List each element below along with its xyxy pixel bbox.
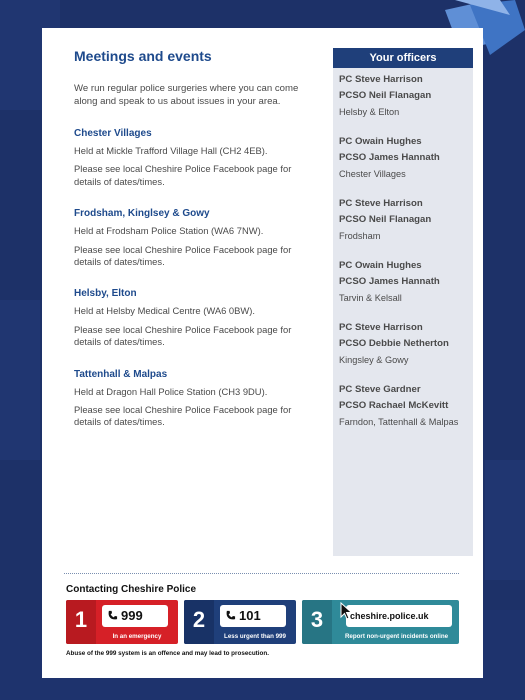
phone-icon — [225, 610, 236, 621]
officer-group — [339, 322, 467, 366]
officer-pcso: PCSO James Hannath — [339, 152, 440, 163]
officer-area: Frodsham — [339, 231, 381, 241]
non-emergency-card — [184, 600, 296, 644]
meeting-details: Please see local Cheshire Police Facebook page for details of dates/times. — [74, 243, 292, 268]
card-value: cheshire.police.uk — [350, 611, 429, 621]
website-link-box[interactable] — [346, 605, 452, 627]
officers-list — [333, 68, 473, 428]
meeting-section-title: Chester Villages — [74, 128, 152, 139]
meetings-title: Meetings and events — [74, 48, 212, 64]
card-caption: Report non-urgent incidents online — [344, 633, 449, 640]
officer-pc: PC Steve Harrison — [339, 322, 423, 333]
officer-group — [339, 136, 467, 180]
card-value: 999 — [121, 608, 143, 623]
card-number: 1 — [66, 600, 96, 644]
officer-pcso: PCSO James Hannath — [339, 276, 440, 287]
officer-pc: PC Owain Hughes — [339, 136, 422, 147]
meeting-section — [74, 208, 314, 268]
officer-group — [339, 260, 467, 304]
contact-title: Contacting Cheshire Police — [66, 584, 197, 595]
meeting-location: Held at Mickle Trafford Village Hall (CH2 4EB). — [74, 145, 268, 156]
officer-area: Tarvin & Kelsall — [339, 293, 402, 303]
officer-pc: PC Steve Harrison — [339, 74, 423, 85]
card-value: 101 — [239, 608, 261, 623]
meeting-details: Please see local Cheshire Police Facebook page for details of dates/times. — [74, 404, 292, 428]
divider — [64, 573, 459, 574]
officer-pc: PC Steve Gardner — [339, 384, 421, 395]
officers-title: Your officers — [333, 48, 473, 68]
card-number: 2 — [184, 600, 214, 644]
meeting-location: Held at Frodsham Police Station (WA6 7NW). — [74, 225, 264, 237]
meeting-details: Please see local Cheshire Police Facebook page for details of dates/times. — [74, 323, 292, 348]
meeting-section-title: Helsby, Elton — [74, 288, 137, 300]
meeting-section-title: Frodsham, Kinglsey & Gowy — [74, 208, 210, 220]
abuse-warning: Abuse of the 999 system is an offence and may lead to prosecution. — [66, 650, 269, 657]
officer-pcso: PCSO Neil Flanagan — [339, 90, 432, 101]
meeting-section — [74, 369, 314, 429]
officer-area: Chester Villages — [339, 169, 406, 179]
officer-area: Helsby & Elton — [339, 107, 400, 117]
card-caption: Less urgent than 999 — [224, 633, 286, 640]
meetings-intro: We run regular police surgeries where you can come along and speak to us about issues in your area. — [74, 83, 299, 107]
meeting-section — [74, 288, 314, 348]
officer-pcso: PCSO Debbie Netherton — [339, 338, 449, 349]
officer-pc: PC Steve Harrison — [339, 198, 423, 209]
info-sheet — [42, 28, 483, 678]
background-tile — [485, 460, 525, 580]
meeting-location: Held at Helsby Medical Centre (WA6 0BW). — [74, 305, 255, 317]
meeting-details: Please see local Cheshire Police Facebook page for details of dates/times. — [74, 163, 292, 187]
officers-panel — [333, 48, 473, 556]
officer-group — [339, 74, 467, 118]
meeting-section-title: Tattenhall & Malpas — [74, 368, 168, 380]
emergency-number-box[interactable] — [102, 605, 168, 627]
officer-pc: PC Owain Hughes — [339, 260, 422, 271]
meeting-section — [74, 128, 314, 188]
meetings-column — [74, 48, 314, 449]
officer-group — [339, 384, 467, 428]
meeting-location: Held at Dragon Hall Police Station (CH3 9DU). — [74, 385, 268, 397]
officer-pcso: PCSO Rachael McKevitt — [339, 400, 449, 411]
card-caption: In an emergency — [112, 633, 162, 640]
officer-area: Kingsley & Gowy — [339, 355, 409, 365]
background-tile — [0, 300, 40, 460]
contact-cards — [66, 600, 459, 646]
officer-pcso: PCSO Neil Flanagan — [339, 214, 432, 225]
phone-icon — [107, 610, 118, 621]
cursor-icon — [340, 602, 354, 620]
officer-area: Farndon, Tattenhall & Malpas — [339, 417, 459, 427]
non-emergency-number-box[interactable] — [220, 605, 286, 627]
card-number: 3 — [302, 600, 332, 644]
online-report-card — [302, 600, 459, 644]
officer-group — [339, 198, 467, 242]
emergency-card — [66, 600, 178, 644]
